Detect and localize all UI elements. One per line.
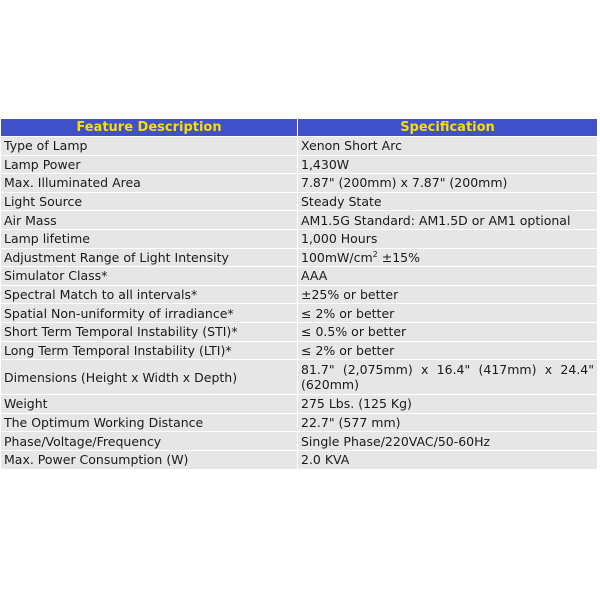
feature-cell: Weight <box>1 395 298 414</box>
spec-cell: ≤ 2% or better <box>298 304 598 323</box>
spec-cell: Single Phase/220VAC/50-60Hz <box>298 432 598 451</box>
spec-value: 100mW/cm <box>301 249 373 265</box>
feature-cell: Dimensions (Height x Width x Depth) <box>1 360 298 395</box>
table-row <box>1 248 598 267</box>
feature-cell: Spectral Match to all intervals* <box>1 285 298 304</box>
table-row <box>1 413 598 432</box>
table-row <box>1 267 598 286</box>
feature-cell: Max. Power Consumption (W) <box>1 450 298 469</box>
feature-cell: Air Mass <box>1 211 298 230</box>
spec-cell: ±25% or better <box>298 285 598 304</box>
table-row <box>1 360 598 395</box>
spec-cell <box>298 248 598 267</box>
table-row <box>1 174 598 193</box>
table-row <box>1 395 598 414</box>
feature-description-header: Feature Description <box>1 119 298 137</box>
feature-cell: Max. Illuminated Area <box>1 174 298 193</box>
table-row <box>1 450 598 469</box>
feature-cell: Type of Lamp <box>1 137 298 156</box>
table-row <box>1 229 598 248</box>
feature-cell: Long Term Temporal Instability (LTI)* <box>1 341 298 360</box>
specification-table <box>0 118 598 470</box>
feature-cell: Light Source <box>1 192 298 211</box>
feature-cell: Spatial Non-uniformity of irradiance* <box>1 304 298 323</box>
spec-cell: 22.7" (577 mm) <box>298 413 598 432</box>
specification-header: Specification <box>298 119 598 137</box>
table-row <box>1 192 598 211</box>
table-row <box>1 432 598 451</box>
spec-cell: AAA <box>298 267 598 286</box>
table-row <box>1 137 598 156</box>
feature-cell: Adjustment Range of Light Intensity <box>1 248 298 267</box>
spec-cell: ≤ 0.5% or better <box>298 322 598 341</box>
table-row <box>1 341 598 360</box>
spec-cell: ≤ 2% or better <box>298 341 598 360</box>
feature-cell: Lamp lifetime <box>1 229 298 248</box>
table-header-row <box>1 119 598 137</box>
spec-cell: 81.7" (2,075mm) x 16.4" (417mm) x 24.4" (620mm) <box>298 360 598 395</box>
table-row <box>1 322 598 341</box>
spec-tolerance: ±15% <box>377 249 420 265</box>
spec-cell: Steady State <box>298 192 598 211</box>
table-row <box>1 285 598 304</box>
table-row <box>1 211 598 230</box>
spec-cell: Xenon Short Arc <box>298 137 598 156</box>
feature-cell: Lamp Power <box>1 155 298 174</box>
spec-cell: 2.0 KVA <box>298 450 598 469</box>
table-row <box>1 304 598 323</box>
spec-cell: 1,000 Hours <box>298 229 598 248</box>
table-row <box>1 155 598 174</box>
spec-cell: 7.87" (200mm) x 7.87" (200mm) <box>298 174 598 193</box>
feature-cell: The Optimum Working Distance <box>1 413 298 432</box>
feature-cell: Phase/Voltage/Frequency <box>1 432 298 451</box>
spec-exponent: 2 <box>372 249 378 259</box>
spec-cell: AM1.5G Standard: AM1.5D or AM1 optional <box>298 211 598 230</box>
feature-cell: Simulator Class* <box>1 267 298 286</box>
spec-cell: 1,430W <box>298 155 598 174</box>
feature-cell: Short Term Temporal Instability (STI)* <box>1 322 298 341</box>
spec-cell: 275 Lbs. (125 Kg) <box>298 395 598 414</box>
